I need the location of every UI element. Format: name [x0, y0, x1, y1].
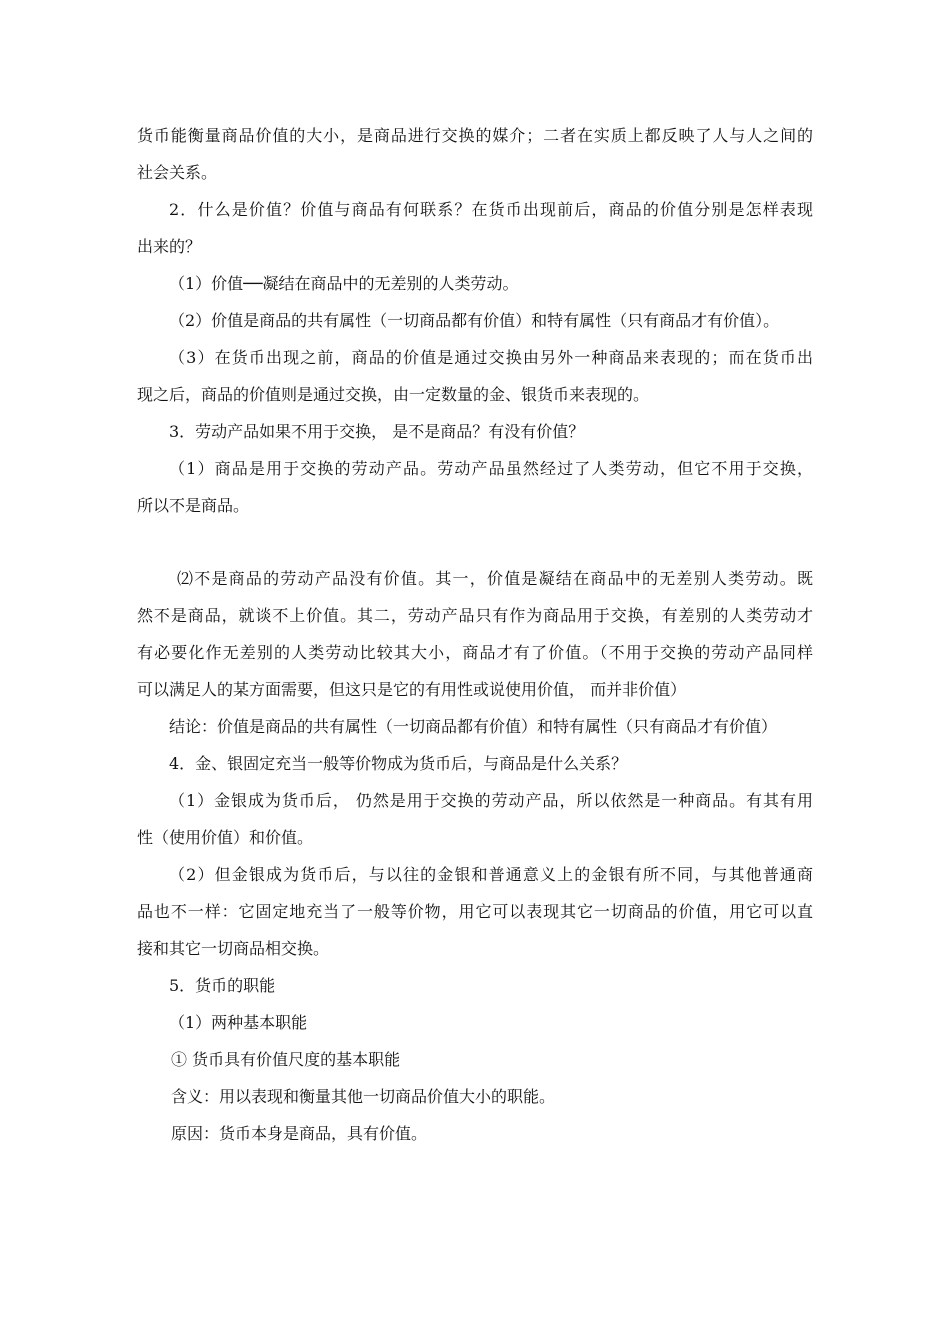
- paragraph-line: 社会关系。: [137, 163, 218, 182]
- paragraph-line: 货币能衡量商品价值的大小，是商品进行交换的媒介；二者在实质上都反映了人与人之间的: [137, 126, 813, 145]
- list-item: （2）但金银成为货币后，与以往的金银和普通意义上的金银有所不同，与其他普通商: [169, 865, 813, 884]
- paragraph-line: 性（使用价值）和价值。: [137, 828, 314, 847]
- list-item: （1）价值──凝结在商品中的无差别的人类劳动。: [169, 274, 519, 293]
- paragraph-line: 可以满足人的某方面需要，但这只是它的有用性或说使用价值， 而并非价值）: [137, 680, 687, 699]
- paragraph-line: 所以不是商品。: [137, 496, 250, 515]
- paragraph-line: 然不是商品，就谈不上价值。其二，劳动产品只有作为商品用于交换，有差别的人类劳动才: [137, 606, 813, 625]
- question-2-heading: 2．什么是价值？价值与商品有何联系？在货币出现前后，商品的价值分别是怎样表现: [169, 200, 813, 219]
- list-item: ⑵不是商品的劳动产品没有价值。其一，价值是凝结在商品中的无差别人类劳动。既: [177, 569, 813, 588]
- definition-line: 含义：用以表现和衡量其他一切商品价值大小的职能。: [171, 1087, 556, 1106]
- question-3-heading: 3．劳动产品如果不用于交换， 是不是商品？有没有价值？: [169, 422, 585, 441]
- reason-line: 原因：货币本身是商品，具有价值。: [171, 1124, 428, 1143]
- section-5-heading: 5．货币的职能: [169, 976, 276, 995]
- paragraph-line: 接和其它一切商品相交换。: [137, 939, 330, 958]
- list-item: （2）价值是商品的共有属性（一切商品都有价值）和特有属性（只有商品才有价值）。: [169, 311, 780, 330]
- list-item: （3）在货币出现之前，商品的价值是通过交换由另外一种商品来表现的；而在货币出: [169, 348, 813, 367]
- paragraph-line: 品也不一样：它固定地充当了一般等价物，用它可以表现其它一切商品的价值，用它可以直: [137, 902, 813, 921]
- paragraph-line: 有必要化作无差别的人类劳动比较其大小，商品才有了价值。（不用于交换的劳动产品同样: [137, 643, 813, 662]
- conclusion-line: 结论：价值是商品的共有属性（一切商品都有价值）和特有属性（只有商品才有价值）: [169, 717, 778, 736]
- list-item: （1）两种基本职能: [169, 1013, 308, 1032]
- paragraph-line: 出来的？: [137, 237, 202, 256]
- question-4-heading: 4．金、银固定充当一般等价物成为货币后，与商品是什么关系？: [169, 754, 628, 773]
- list-item: （1）商品是用于交换的劳动产品。劳动产品虽然经过了人类劳动，但它不用于交换，: [169, 459, 813, 478]
- paragraph-line: 现之后，商品的价值则是通过交换，由一定数量的金、银货币来表现的。: [137, 385, 650, 404]
- list-item: ① 货币具有价值尺度的基本职能: [171, 1050, 401, 1069]
- list-item: （1）金银成为货币后， 仍然是用于交换的劳动产品，所以依然是一种商品。有其有用: [169, 791, 813, 810]
